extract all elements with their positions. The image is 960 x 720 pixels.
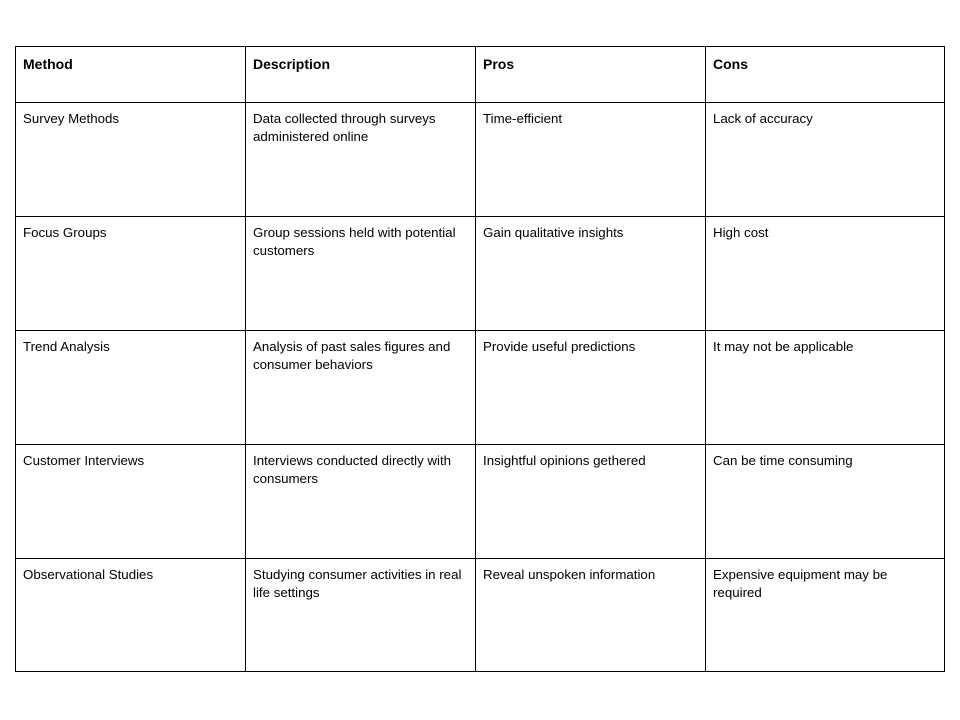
header-description: Description <box>246 47 476 103</box>
header-cons: Cons <box>706 47 945 103</box>
cell-pros: Gain qualitative insights <box>476 217 706 331</box>
cell-method: Survey Methods <box>16 103 246 217</box>
cell-cons: Lack of accuracy <box>706 103 945 217</box>
cell-method: Focus Groups <box>16 217 246 331</box>
cell-cons: Expensive equipment may be required <box>706 559 945 672</box>
cell-pros: Provide useful predictions <box>476 331 706 445</box>
cell-pros: Reveal unspoken information <box>476 559 706 672</box>
cell-method: Trend Analysis <box>16 331 246 445</box>
table-row <box>16 559 945 672</box>
cell-method: Observational Studies <box>16 559 246 672</box>
cell-method: Customer Interviews <box>16 445 246 559</box>
cell-cons: High cost <box>706 217 945 331</box>
table-row <box>16 103 945 217</box>
cell-cons: Can be time consuming <box>706 445 945 559</box>
header-pros: Pros <box>476 47 706 103</box>
cell-pros: Time-efficient <box>476 103 706 217</box>
cell-description: Studying consumer activities in real life settings <box>246 559 476 672</box>
comparison-table <box>15 46 945 672</box>
cell-description: Data collected through surveys administered online <box>246 103 476 217</box>
table-row <box>16 331 945 445</box>
comparison-table-container <box>15 46 944 672</box>
table-row <box>16 217 945 331</box>
cell-cons: It may not be applicable <box>706 331 945 445</box>
table-row <box>16 445 945 559</box>
cell-description: Interviews conducted directly with consumers <box>246 445 476 559</box>
cell-pros: Insightful opinions gethered <box>476 445 706 559</box>
header-method: Method <box>16 47 246 103</box>
cell-description: Group sessions held with potential customers <box>246 217 476 331</box>
cell-description: Analysis of past sales figures and consumer behaviors <box>246 331 476 445</box>
header-row <box>16 47 945 103</box>
